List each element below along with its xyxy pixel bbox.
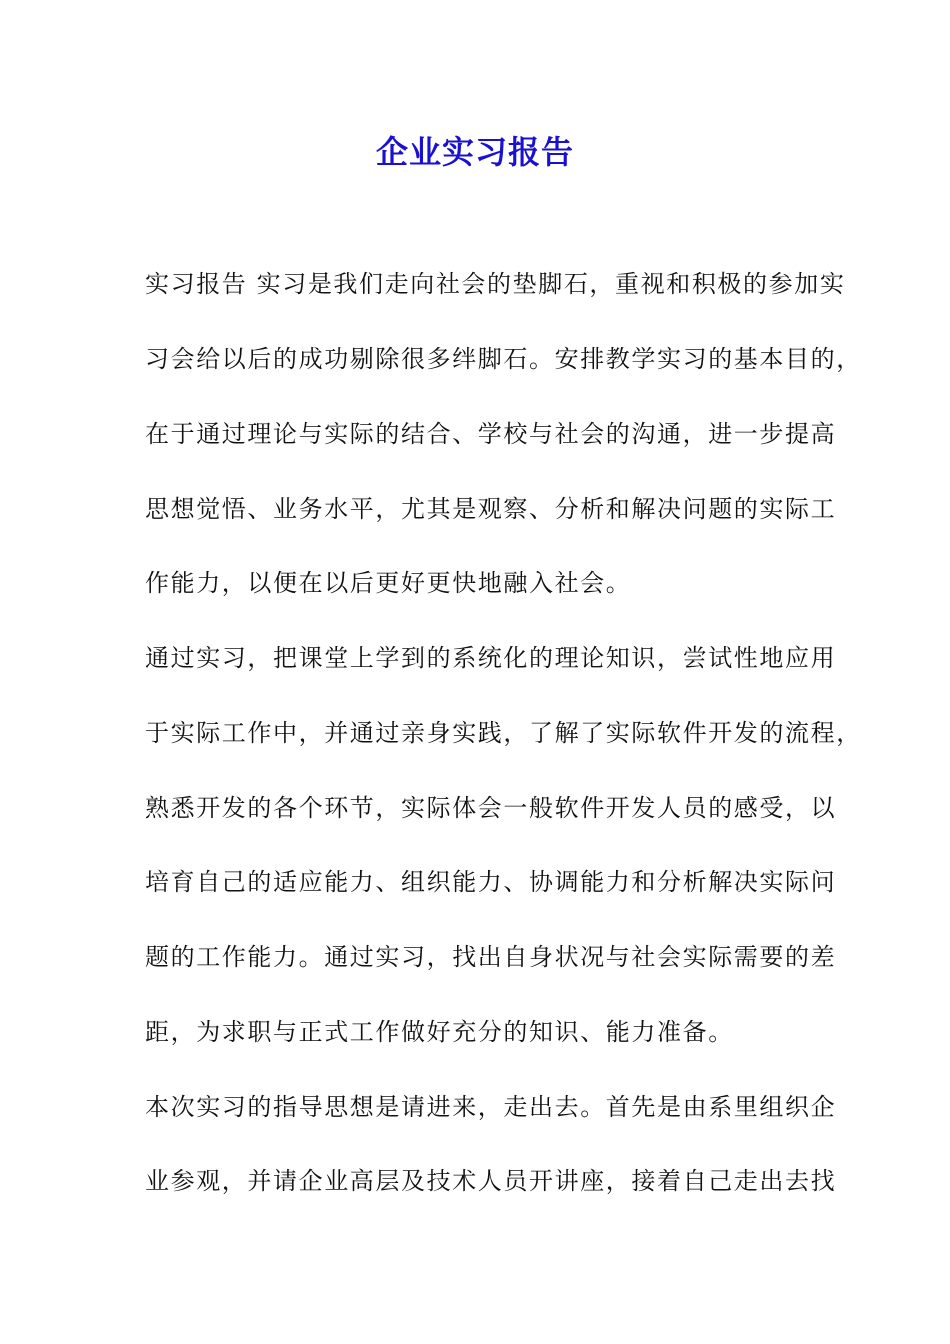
body-line: 实习报告 实习是我们走向社会的垫脚石，重视和积极的参加实 (145, 270, 846, 298)
body-line: 作能力，以便在以后更好更快地融入社会。 (145, 569, 632, 597)
body-line: 习会给以后的成功剔除很多绊脚石。安排教学实习的基本目的， (145, 345, 862, 373)
body-line: 本次实习的指导思想是请进来，走出去。首先是由系里组织企 (145, 1093, 837, 1121)
body-line: 题的工作能力。通过实习，找出自身状况与社会实际需要的差 (145, 943, 837, 971)
body-line: 在于通过理论与实际的结合、学校与社会的沟通，进一步提高 (145, 420, 837, 448)
body-line: 业参观，并请企业高层及技术人员开讲座，接着自己走出去找 (145, 1167, 837, 1195)
body-line: 通过实习，把课堂上学到的系统化的理论知识，尝试性地应用 (145, 644, 837, 672)
body-line: 思想觉悟、业务水平，尤其是观察、分析和解决问题的实际工 (145, 495, 837, 523)
body-line: 于实际工作中，并通过亲身实践，了解了实际软件开发的流程， (145, 719, 862, 747)
document-title: 企业实习报告 (375, 133, 574, 171)
body-line: 距，为求职与正式工作做好充分的知识、能力准备。 (145, 1018, 734, 1046)
body-line: 培育自己的适应能力、组织能力、协调能力和分析解决实际问 (145, 868, 837, 896)
body-line: 熟悉开发的各个环节，实际体会一般软件开发人员的感受，以 (145, 794, 837, 822)
